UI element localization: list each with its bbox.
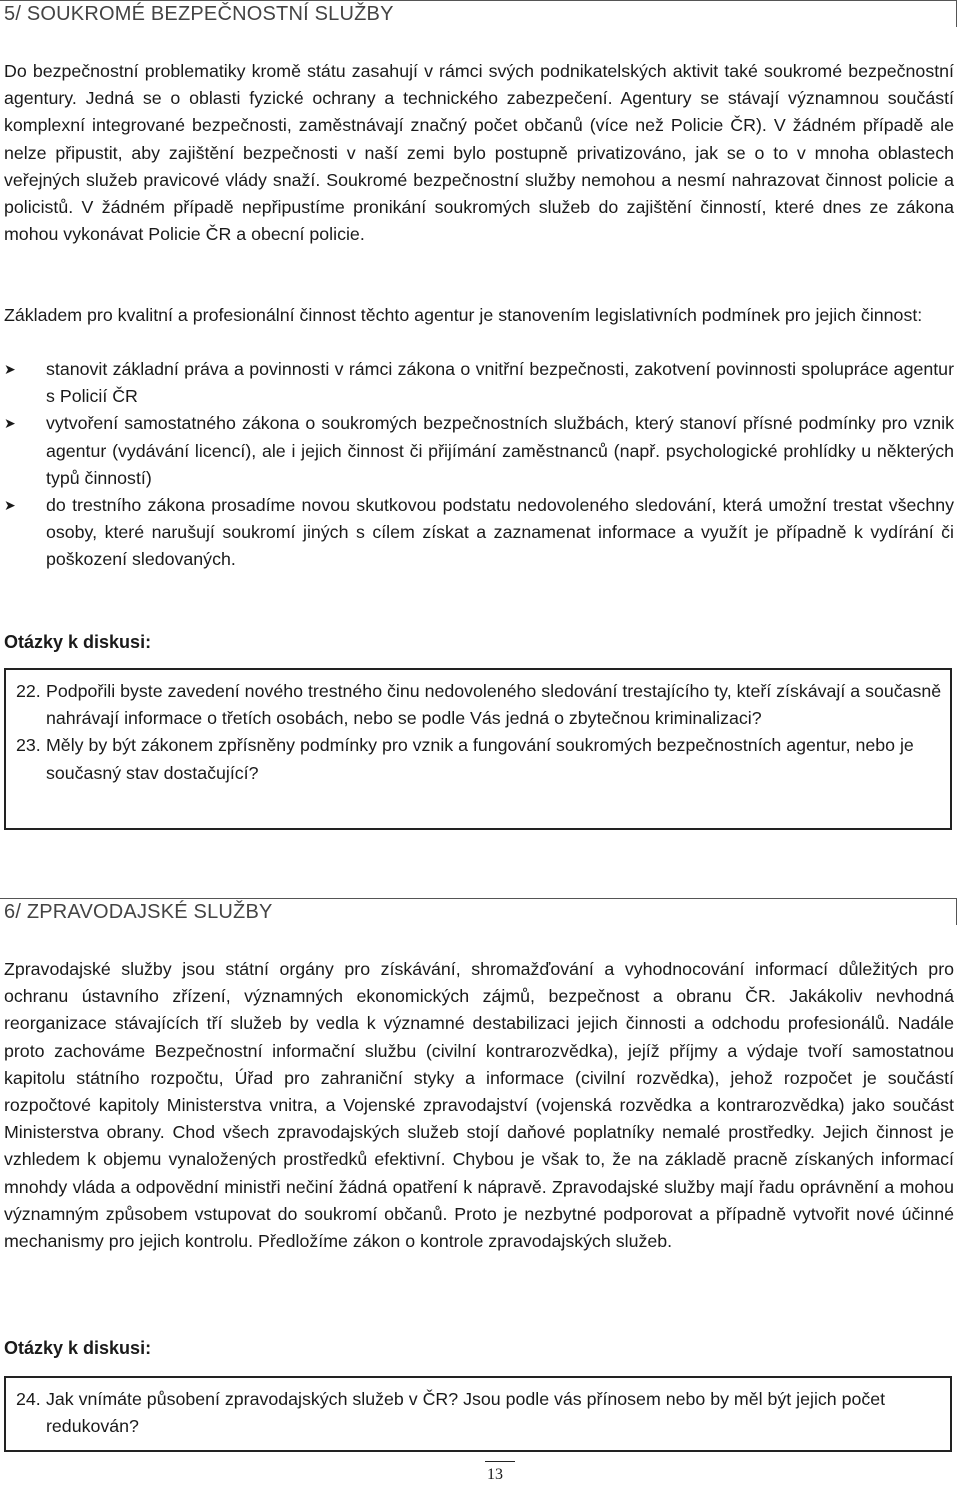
bullet-text: stanovit základní práva a povinnosti v rámci zákona o vnitřní bezpečnosti, zakotvení povinnosti spolupráce agentur s Policií ČR — [46, 359, 954, 407]
arrowhead-bullet-icon: ➤ — [4, 361, 16, 377]
question-number: 22. — [16, 681, 41, 701]
page-number: 13 — [487, 1466, 503, 1483]
question-text: Podpořili byste zavedení nového trestného činu nedovoleného sledování trestajícího ty, kteří získávají a současně nahrávají informace o třetích osobách, nebo se podle Vás jedná o zbytečnou kriminalizaci? — [46, 681, 942, 729]
question-item — [6, 732, 950, 786]
section-5-bullet-list — [4, 356, 954, 574]
list-item — [4, 356, 954, 410]
question-item — [6, 678, 950, 732]
section-5-header — [0, 0, 957, 27]
page-number-rule — [485, 1461, 515, 1462]
section-5-legislation-paragraph: Základem pro kvalitní a profesionální činnost těchto agentur je stanovením legislativních podmínek pro jejich činnost: — [4, 305, 923, 325]
section-6-questions-box — [4, 1376, 952, 1452]
bullet-text: do trestního zákona prosadíme novou skutkovou podstatu nedovoleného sledování, která umožní trestat všechny osoby, které narušují soukromí jiných s cílem získat a zaznamenat informace a využít je případně k vydírání či poškození sledovaných. — [46, 495, 954, 570]
section-5-questions-box — [4, 668, 952, 830]
section-6-header — [0, 898, 957, 925]
section-5-discussion-title: Otázky k diskusi: — [4, 632, 152, 652]
question-list — [6, 1386, 950, 1440]
bullet-text: vytvoření samostatného zákona o soukromých bezpečnostních službách, který stanoví přísné podmínky pro vznik agentur (vydávání licencí), ale i jejich činnost či přijímání zaměstnanců (např. psychologické prohlídky u některých typů činností) — [46, 413, 954, 488]
section-6-paragraph: Zpravodajské služby jsou státní orgány pro získávání, shromažďování a vyhodnocování informací důležitých pro ochranu ústavního zřízení, významných ekonomických zájmů, bezpečnost a obranu ČR. Jakákoliv nevhodná reorganizace stávajících tří služeb by vedla k významné destabilizaci jejich činnosti a odchodu profesionálů. Nadále proto zachováme Bezpečnostní informační službu (civilní kontrarozvědka), jejíž příjmy a výdaje tvoří samostatnou kapitolu státního rozpočtu, Úřad pro zahraniční styky a informace (civilní rozvědka), jehož rozpočet je součástí rozpočtové kapitoly Ministerstva vnitra, a Vojenské zpravodajství (vojenská rozvědka a kontrarozvědka) jako součást Ministerstva obrany. Chod všech zpravodajských služeb stojí daňové poplatníky nemalé prostředky. Jejich činnost je vzhledem k objemu vynaložených prostředků efektivní. Chybou je však to, že na základě pracně získaných informací mnohdy vláda a odpovědní ministři nečiní žádná opatření k nápravě. Zpravodajské služby mají řadu oprávnění a mohou významným způsobem vstupovat do soukromí občanů. Proto je nezbytné podporovat a případně vytvořit nové účinné mechanismy pro jejich kontrolu. Předložíme zákon o kontrole zpravodajských služeb. — [4, 959, 954, 1252]
list-item — [4, 410, 954, 492]
list-item — [4, 492, 954, 574]
question-text: Měly by být zákonem zpřísněny podmínky pro vznik a fungování soukromých bezpečnostních agentur, nebo je současný stav dostačující? — [46, 735, 914, 783]
question-number: 24. — [16, 1389, 41, 1409]
section-6-discussion-title: Otázky k diskusi: — [4, 1338, 152, 1358]
section-6-heading: 6/ ZPRAVODAJSKÉ SLUŽBY — [4, 901, 273, 923]
arrowhead-bullet-icon: ➤ — [4, 415, 16, 432]
section-5-intro-paragraph: Do bezpečnostní problematiky kromě státu zasahují v rámci svých podnikatelských aktivit také soukromé bezpečnostní agentury. Jedná se o oblasti fyzické ochrany a technického zabezpečení. Agentury se stávají významnou součástí komplexní integrované bezpečnosti, zaměstnávají značný počet občanů (více než Policie ČR). V žádném případě ale nelze připustit, aby zajištění bezpečnosti v naší zemi bylo postupně privatizováno, jak se o to v mnoha oblastech veřejných služeb pravicové vlády snaží. Soukromé bezpečnostní služby nemohou a nesmí nahrazovat činnost policie a policistů. V žádném případě nepřipustíme pronikání soukromých služeb do zajištění činností, které dnes ze zákona mohou vykonávat Policie ČR a obecní policie. — [4, 61, 954, 245]
question-number: 23. — [16, 735, 41, 756]
question-text: Jak vnímáte působení zpravodajských služeb v ČR? Jsou podle vás přínosem nebo by měl být jejich počet redukován? — [46, 1389, 886, 1437]
section-5-heading: 5/ SOUKROMÉ BEZPEČNOSTNÍ SLUŽBY — [4, 3, 394, 25]
question-item — [6, 1386, 950, 1440]
arrowhead-bullet-icon: ➤ — [4, 497, 16, 514]
question-list — [6, 678, 950, 787]
